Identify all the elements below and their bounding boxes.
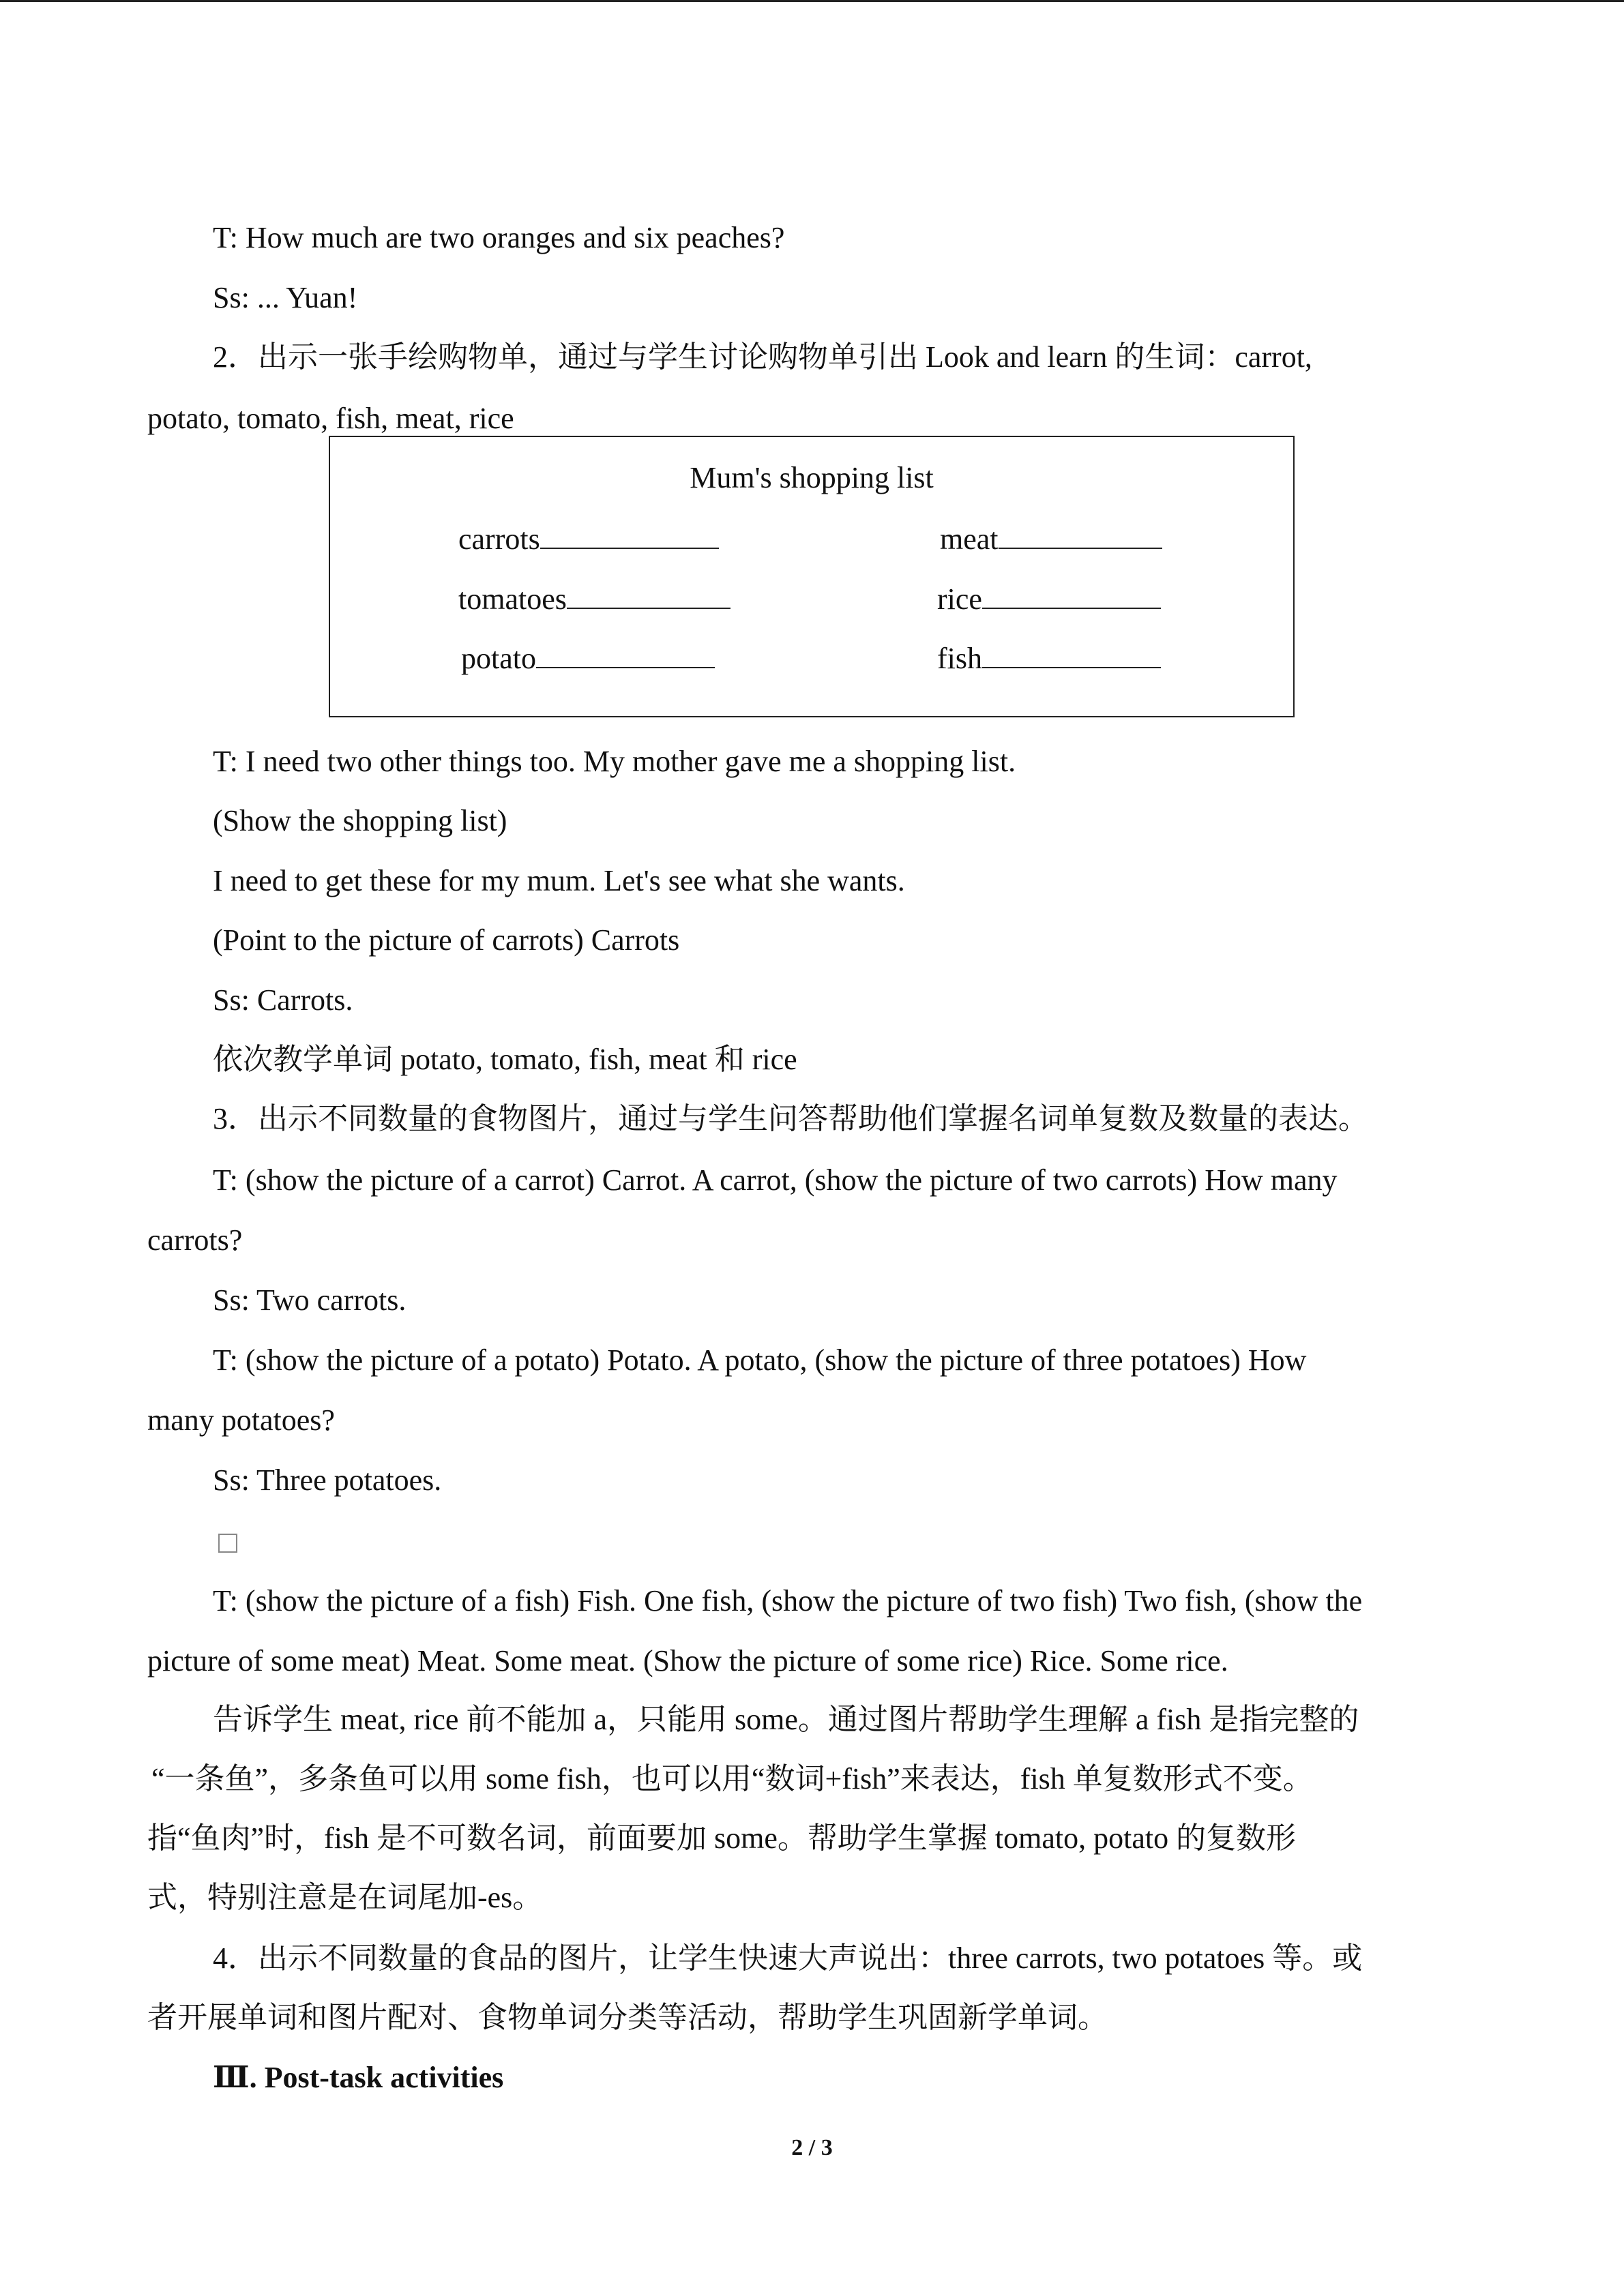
text-line: many potatoes?: [147, 1403, 335, 1437]
text-line: Ss: Three potatoes.: [213, 1463, 442, 1497]
text-line: T: (show the picture of a carrot) Carrot. A carrot, (show the picture of two carrots) How many: [213, 1163, 1338, 1197]
text-line: “一条鱼”，多条鱼可以用 some fish，也可以用“数词+fish”来表达，fish 单复数形式不变。: [151, 1762, 1313, 1795]
text-line: Ss: Two carrots.: [213, 1283, 407, 1317]
shopping-list-title: Mum's shopping list: [690, 461, 934, 494]
text-line: I need to get these for my mum. Let's see what she wants.: [213, 864, 905, 897]
shopping-list-item: potato: [461, 638, 715, 679]
text-line: picture of some meat) Meat. Some meat. (Show the picture of some rice) Rice. Some rice.: [147, 1644, 1228, 1678]
page-number: 2 / 3: [791, 2135, 833, 2160]
text-line: 者开展单词和图片配对、食物单词分类等活动，帮助学生巩固新学单词。: [147, 2001, 1108, 2034]
text-line: potato, tomato, fish, meat, rice: [147, 402, 514, 435]
text-line: 指“鱼肉”时，fish 是不可数名词，前面要加 some。帮助学生掌握 tomato, potato 的复数形: [147, 1821, 1297, 1855]
text-line: T: (show the picture of a fish) Fish. One fish, (show the picture of two fish) Two fish, (show the: [213, 1584, 1363, 1617]
text-line: (Show the shopping list): [213, 804, 507, 837]
text-line: (Point to the picture of carrots) Carrots: [213, 923, 680, 957]
text-line: T: I need two other things too. My mother gave me a shopping list.: [213, 745, 1016, 778]
text-line: 3．出示不同数量的食物图片，通过与学生问答帮助他们掌握名词单复数及数量的表达。: [213, 1102, 1368, 1135]
shopping-list-item: meat: [940, 519, 1162, 560]
text-line: 4．出示不同数量的食品的图片，让学生快速大声说出：three carrots, two potatoes 等。或: [213, 1941, 1363, 1975]
text-line: 告诉学生 meat, rice 前不能加 a，只能用 some。通过图片帮助学生理解 a fish 是指完整的: [213, 1703, 1359, 1736]
page-top-border: [0, 0, 1624, 2]
shopping-list-item: carrots: [458, 519, 719, 560]
empty-checkbox-glyph: [218, 1534, 237, 1553]
shopping-list-item: tomatoes: [458, 579, 730, 620]
shopping-list-box: [329, 436, 1295, 717]
text-line: carrots?: [147, 1223, 243, 1257]
section-heading: Ⅲ. Post-task activities: [213, 2061, 504, 2094]
shopping-list-item: rice: [937, 579, 1161, 620]
text-line: Ss: ... Yuan!: [213, 281, 358, 314]
shopping-list-item: fish: [937, 638, 1161, 679]
text-line: T: (show the picture of a potato) Potato. A potato, (show the picture of three potatoes) How: [213, 1343, 1307, 1377]
text-line: 2．出示一张手绘购物单，通过与学生讨论购物单引出 Look and learn 的生词：carrot,: [213, 340, 1312, 374]
text-line: Ss: Carrots.: [213, 983, 353, 1017]
text-line: 依次教学单词 potato, tomato, fish, meat 和 rice: [213, 1043, 797, 1076]
text-line: T: How much are two oranges and six peaches?: [213, 221, 785, 254]
text-line: 式，特别注意是在词尾加-es。: [147, 1881, 543, 1914]
